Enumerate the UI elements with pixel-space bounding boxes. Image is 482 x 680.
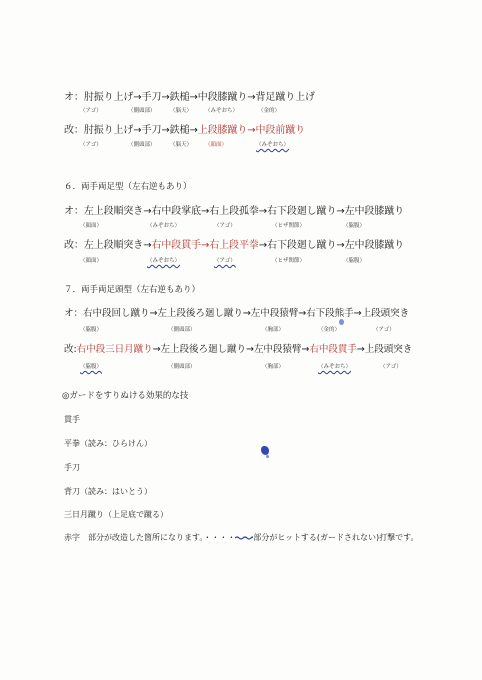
sec5-original-target-1: （アゴ）	[80, 108, 102, 114]
sec7-modified-target-3: （胸部）	[262, 364, 285, 370]
glossary-item: 貫手	[64, 415, 80, 424]
sec5-original-target-3: （脳天）	[170, 108, 193, 114]
sec7-modified-target-2: （側頭部）	[168, 364, 196, 370]
sec6-original-target-3: （アゴ）	[214, 223, 236, 229]
modified-technique-red: 右中段貫手	[151, 240, 201, 251]
ink-blot	[261, 446, 269, 455]
sec6-original-target-5: （脇腹）	[343, 223, 366, 229]
modified-technique-red: 右中段貫手	[309, 344, 357, 355]
modified-prefix: 改：	[64, 125, 84, 136]
glossary-item: 三日月蹴り（上足底で蹴る）	[64, 510, 168, 519]
sec5-original-target-5: （金的）	[258, 108, 281, 114]
sec6-original-target-1: （顔面）	[80, 223, 103, 229]
modified-combo-part: →上段頭突き	[356, 344, 413, 355]
sec7-modified-target-1: （脇腹）	[80, 364, 103, 370]
glossary-item: 背刀（読み：はいとう）	[64, 487, 152, 496]
sec6-original-target-2: （みぞおち）	[147, 223, 181, 229]
ink-blot	[339, 319, 344, 325]
sec6-original-target-4: （ヒザ関節）	[272, 223, 306, 229]
sec5-modified-target-2: （側頭部）	[128, 142, 156, 148]
sec7-original-target-2: （側頭部）	[168, 327, 196, 333]
legend-note-text: 赤字 部分が改造した箇所になります。・・・・	[64, 533, 236, 542]
sec7-modified-line	[64, 341, 412, 355]
sec7-original-line	[64, 305, 409, 319]
modified-prefix: 改:	[64, 344, 77, 355]
legend-note-text: 部分がヒットする(ガードされない)打撃です。	[253, 533, 419, 542]
sec7-original-target-5: （アゴ）	[373, 327, 395, 333]
sec5-modified-line	[64, 121, 305, 136]
glossary-item: 手刀	[64, 463, 80, 472]
sec6-header: ６．両手両足型（左右逆もあり）	[64, 182, 192, 192]
sec5-original-target-4: （みぞおち）	[205, 108, 239, 114]
sec5-original-target-2: （側頭部）	[128, 108, 156, 114]
sec5-original-line	[64, 88, 315, 103]
sec6-modified-target-3: （アゴ）	[214, 258, 236, 264]
modified-combo-part: →右下段廻し蹴り→左中段膝蹴り	[258, 240, 405, 251]
sec7-original-target-3: （胸部）	[262, 327, 285, 333]
modified-combo-part: →左上段後ろ廻し蹴り→左中段猿臂→	[152, 344, 310, 355]
modified-arrow-red: →	[247, 125, 256, 136]
sec7-modified-target-5: （アゴ）	[380, 364, 402, 370]
modified-arrow-red: →	[201, 240, 210, 251]
sec5-modified-target-5: （みぞおち）	[256, 142, 290, 148]
sec6-modified-target-5: （脇腹）	[343, 258, 366, 264]
sec7-original-target-4: （金的）	[318, 327, 341, 333]
guard-section-header: ◎ガードをすりぬける効果的な技	[62, 391, 189, 401]
sec5-modified-target-1: （アゴ）	[80, 142, 102, 148]
original-prefix: オ：	[64, 92, 84, 103]
ink-blot	[266, 455, 269, 458]
sec7-original-target-1: （脇腹）	[80, 327, 103, 333]
original-prefix: オ：	[64, 206, 84, 217]
sec6-modified-target-4: （ヒザ関節）	[272, 258, 306, 264]
modified-technique-red: 右上段平拳	[209, 240, 259, 251]
sec6-modified-target-1: （顔面）	[80, 258, 103, 264]
modified-technique-red: 上段膝蹴り	[197, 125, 248, 136]
original-combo: 右中段回し蹴り→左上段後ろ廻し蹴り→左中段猿臂→右下段熊手→上段頭突き	[83, 308, 410, 319]
original-prefix: オ：	[64, 308, 83, 319]
modified-prefix: 改：	[64, 240, 84, 251]
sec5-modified-target-4: （顔面）	[205, 142, 228, 148]
sec6-modified-line	[64, 236, 404, 251]
modified-technique-red: 中段前蹴り	[255, 125, 306, 136]
modified-combo-part: 肘振り上げ→手刀→鉄槌→	[83, 125, 198, 136]
modified-technique-red: 右中段三日月蹴り	[76, 344, 153, 355]
sec7-modified-target-4: （みぞおち）	[318, 364, 352, 370]
sec7-header: ７．両手両足頭型（左右逆もあり）	[64, 285, 201, 295]
original-combo: 左上段順突き→右中段掌底→右上段孤拳→右下段廻し蹴り→左中段膝蹴り	[83, 206, 405, 217]
glossary-item: 平拳（読み：ひらけん）	[64, 439, 152, 448]
modified-combo-part: 左上段順突き→	[83, 240, 152, 251]
sec5-modified-target-3: （脳天）	[170, 142, 193, 148]
legend-note	[64, 532, 418, 543]
sec6-modified-target-2: （みぞおち）	[147, 258, 181, 264]
sec6-original-line	[64, 202, 404, 217]
wavy-underline-icon	[235, 536, 253, 540]
original-combo: 肘振り上げ→手刀→鉄槌→中段膝蹴り→背足蹴り上げ	[83, 92, 315, 103]
